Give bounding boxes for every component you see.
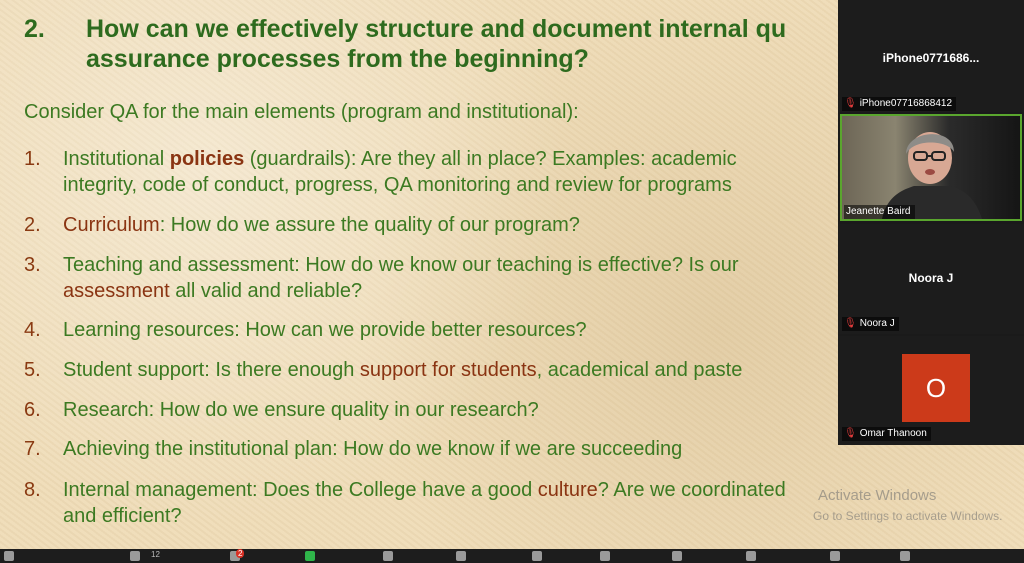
mic-muted-icon: 🎙 bbox=[844, 318, 857, 329]
item-number: 8. bbox=[24, 479, 41, 501]
participant-label: 🎙 iPhone07716868412 bbox=[842, 97, 956, 111]
slide-intro: Consider QA for the main elements (program and institutional): bbox=[24, 101, 579, 123]
share-screen-icon[interactable] bbox=[305, 551, 315, 561]
item-line: Curriculum: How do we assure the quality of our program? bbox=[63, 214, 580, 236]
item-number: 3. bbox=[24, 254, 41, 276]
item-line: Learning resources: How can we provide better resources? bbox=[63, 319, 587, 341]
participant-video[interactable] bbox=[840, 114, 1022, 221]
participant-name: iPhone0771686... bbox=[882, 51, 980, 65]
item-number: 2. bbox=[24, 214, 41, 236]
highlight-word: support for students bbox=[359, 359, 537, 381]
participant-avatar: O bbox=[902, 354, 970, 422]
highlight-word: culture bbox=[537, 479, 598, 501]
slide-title-line2: assurance processes from the beginning? bbox=[86, 45, 589, 73]
item-line: Institutional policies (guardrails): Are they all in place? Examples: academic bbox=[63, 148, 737, 170]
apps-icon[interactable] bbox=[532, 551, 542, 561]
notes-icon[interactable] bbox=[672, 551, 682, 561]
participants-icon[interactable] bbox=[130, 551, 140, 561]
item-line: Teaching and assessment: How do we know our teaching is effective? Is our bbox=[63, 254, 739, 276]
reactions-icon[interactable] bbox=[456, 551, 466, 561]
captions-icon[interactable] bbox=[746, 551, 756, 561]
item-line: Research: How do we ensure quality in our research? bbox=[63, 399, 539, 421]
highlight-word: policies bbox=[169, 148, 245, 170]
participant-tile[interactable] bbox=[838, 224, 1024, 334]
view-icon[interactable] bbox=[900, 551, 910, 561]
more-icon[interactable] bbox=[830, 551, 840, 561]
participant-name: Noora J bbox=[908, 271, 954, 285]
microphone-icon[interactable] bbox=[4, 551, 14, 561]
record-icon[interactable] bbox=[383, 551, 393, 561]
highlight-word: assessment bbox=[63, 280, 170, 302]
mic-muted-icon: 🎙 bbox=[844, 98, 857, 109]
mic-muted-icon: 🎙 bbox=[844, 428, 857, 439]
activate-windows-hint: Go to Settings to activate Windows. bbox=[813, 509, 1003, 523]
meeting-toolbar bbox=[0, 549, 1024, 563]
item-line-continued: assessment all valid and reliable? bbox=[63, 280, 363, 302]
activate-windows-title: Activate Windows bbox=[818, 487, 937, 504]
item-number: 4. bbox=[24, 319, 41, 341]
slide-title-line1: How can we effectively structure and document internal qu bbox=[86, 15, 787, 43]
slide-question-number: 2. bbox=[24, 15, 45, 43]
item-number: 5. bbox=[24, 359, 41, 381]
whiteboard-icon[interactable] bbox=[600, 551, 610, 561]
participant-label: 🎙 Omar Thanoon bbox=[842, 427, 931, 441]
item-line-continued: integrity, code of conduct, progress, QA monitoring and review for programs bbox=[63, 174, 732, 196]
participants-panel bbox=[838, 0, 1024, 445]
item-number: 7. bbox=[24, 438, 41, 460]
participant-tile[interactable] bbox=[838, 0, 1024, 112]
participant-label: Jeanette Baird bbox=[844, 205, 915, 219]
person-video-image bbox=[842, 116, 1020, 219]
highlight-word: Curriculum bbox=[63, 214, 160, 236]
item-line: Achieving the institutional plan: How do we know if we are succeeding bbox=[63, 438, 683, 460]
item-number: 1. bbox=[24, 148, 41, 170]
item-line-continued: and efficient? bbox=[63, 505, 182, 527]
participants-count: 12 bbox=[151, 550, 160, 559]
participant-label: 🎙 Noora J bbox=[842, 317, 899, 331]
item-number: 6. bbox=[24, 399, 41, 421]
chat-badge: 2 bbox=[238, 549, 243, 558]
item-line: Internal management: Does the College have a good culture? Are we coordinated bbox=[63, 479, 786, 501]
item-line: Student support: Is there enough support for students, academical and paste bbox=[63, 359, 743, 381]
